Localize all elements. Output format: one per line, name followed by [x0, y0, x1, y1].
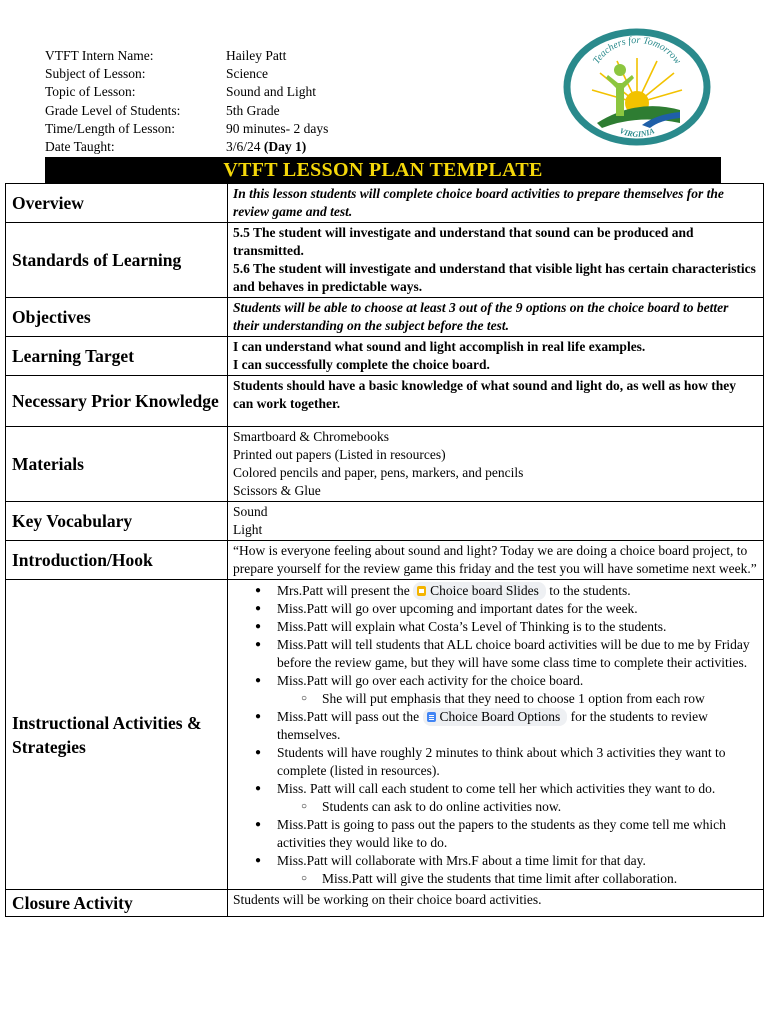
info-label: Grade Level of Students: [45, 102, 181, 118]
label-hook: Introduction/Hook [6, 541, 228, 580]
info-value: 3/6/24 [226, 139, 261, 155]
material-item: Smartboard & Chromebooks [233, 429, 389, 444]
logo-top-text: Teachers for Tomorrow [590, 34, 683, 67]
info-value: 90 minutes- 2 days [226, 120, 329, 136]
label-learning-target: Learning Target [6, 337, 228, 376]
info-row-date [45, 138, 328, 156]
row-overview [6, 184, 764, 223]
row-learning-target [6, 337, 764, 376]
overview-text: In this lesson students will complete choice board activities to prepare themselves for the review game and test. [228, 184, 764, 223]
label-vocabulary: Key Vocabulary [6, 502, 228, 541]
sub-list [277, 690, 757, 708]
list-item: ● Students will have roughly 2 minutes to think about which 3 activities they want to complete (listed in resources). [277, 744, 757, 780]
list-item [277, 708, 757, 744]
info-label: Date Taught: [45, 139, 115, 155]
page-title-banner: VTFT LESSON PLAN TEMPLATE [45, 157, 721, 183]
closure-text: Students will be working on their choice board activities. [228, 890, 764, 917]
label-materials: Materials [6, 427, 228, 502]
list-item: ● Miss.Patt will go over upcoming and important dates for the week. [277, 600, 757, 618]
list-item [277, 582, 757, 600]
list-item: ● Miss.Patt will tell students that ALL choice board activities will be due to me by Friday before the review game, but they will have some class time to complete their activities. [277, 636, 757, 672]
sub-list-item: ○ Students can ask to do online activities now. [322, 798, 757, 816]
row-prior-knowledge [6, 376, 764, 427]
row-materials [6, 427, 764, 502]
info-label: VTFT Intern Name: [45, 48, 154, 63]
info-value: Hailey Patt [226, 48, 287, 63]
label-closure: Closure Activity [6, 890, 228, 917]
info-row-subject [45, 65, 328, 83]
objectives-text: Students will be able to choose at least 3 out of the 9 options on the choice board to better their understanding on the subject before the test. [228, 298, 764, 337]
info-value-day: (Day 1) [263, 139, 307, 155]
sub-list-item: ○ She will put emphasis that they need to choose 1 option from each row [322, 690, 757, 708]
info-row-intern [45, 47, 328, 65]
lesson-plan-table [5, 183, 764, 917]
standard-5-5: 5.5 The student will investigate and understand that sound can be produced and transmitted. [233, 225, 694, 258]
list-item [277, 852, 757, 888]
info-label: Topic of Lesson: [45, 84, 136, 100]
vocab-item: Light [233, 522, 263, 537]
materials-cell [228, 427, 764, 502]
learning-target-line: I can successfully complete the choice board. [233, 357, 490, 372]
chip-label: Choice board Slides [430, 583, 539, 598]
standards-cell [228, 223, 764, 298]
google-slides-icon [417, 586, 426, 596]
chip-label: Choice Board Options [439, 709, 561, 724]
hook-text: “How is everyone feeling about sound and light? Today we are doing a choice board project, to prepare yourself for the review game this friday and the test you will have sometime next week.” [228, 541, 764, 580]
info-value: Science [226, 66, 268, 82]
info-row-topic [45, 83, 328, 101]
lesson-info [45, 47, 328, 156]
list-item-text: Miss.Patt will go over each activity for the choice board. [277, 673, 584, 688]
material-item: Printed out papers (Listed in resources) [233, 447, 446, 462]
vocabulary-cell [228, 502, 764, 541]
label-standards: Standards of Learning [6, 223, 228, 298]
list-item [277, 672, 757, 708]
label-activities: Instructional Activities & Strategies [6, 580, 228, 890]
label-prior-knowledge: Necessary Prior Knowledge [6, 376, 228, 427]
vocab-item: Sound [233, 504, 268, 519]
sub-list [277, 798, 757, 816]
list-item [277, 780, 757, 816]
label-objectives: Objectives [6, 298, 228, 337]
row-activities [6, 580, 764, 890]
learning-target-line: I can understand what sound and light accomplish in real life examples. [233, 339, 646, 354]
activities-list [233, 582, 757, 888]
choice-board-slides-link[interactable] [413, 582, 546, 600]
list-item-text: for the students to review themselves. [277, 709, 708, 742]
row-hook [6, 541, 764, 580]
info-label: Time/Length of Lesson: [45, 120, 175, 136]
material-item: Scissors & Glue [233, 483, 321, 498]
logo-bottom-text: VIRGINIA [618, 126, 656, 139]
row-standards [6, 223, 764, 298]
list-item: ● Miss.Patt will explain what Costa’s Level of Thinking is to the students. [277, 618, 757, 636]
list-item-text: Miss. Patt will call each student to come tell her which activities they want to do. [277, 781, 716, 796]
prior-knowledge-text: Students should have a basic knowledge of what sound and light do, as well as how they can work together. [228, 376, 764, 427]
info-label: Subject of Lesson: [45, 66, 146, 82]
list-item-text: Miss.Patt will pass out the [277, 709, 420, 724]
list-item-text: Miss.Patt will collaborate with Mrs.F about a time limit for that day. [277, 853, 646, 868]
list-item: ● Miss.Patt is going to pass out the papers to the students as they come tell me which activities they would like to do. [277, 816, 757, 852]
list-item-text: to the students. [549, 583, 631, 598]
list-item-text: Mrs.Patt will present the [277, 583, 410, 598]
activities-cell [228, 580, 764, 890]
label-overview: Overview [6, 184, 228, 223]
choice-board-options-link[interactable] [423, 708, 568, 726]
sub-list-item: ○ Miss.Patt will give the students that time limit after collaboration. [322, 870, 757, 888]
teachers-for-tomorrow-logo [562, 28, 712, 146]
info-row-grade [45, 102, 328, 120]
info-value: Sound and Light [226, 84, 316, 100]
sub-list [277, 870, 757, 888]
row-vocabulary [6, 502, 764, 541]
learning-target-cell [228, 337, 764, 376]
row-closure [6, 890, 764, 917]
google-docs-icon [427, 712, 436, 722]
material-item: Colored pencils and paper, pens, markers, and pencils [233, 465, 524, 480]
info-value: 5th Grade [226, 102, 280, 118]
info-row-time [45, 120, 328, 138]
standard-5-6: 5.6 The student will investigate and understand that visible light has certain characteristics and behaves in predictable ways. [233, 261, 756, 294]
row-objectives [6, 298, 764, 337]
